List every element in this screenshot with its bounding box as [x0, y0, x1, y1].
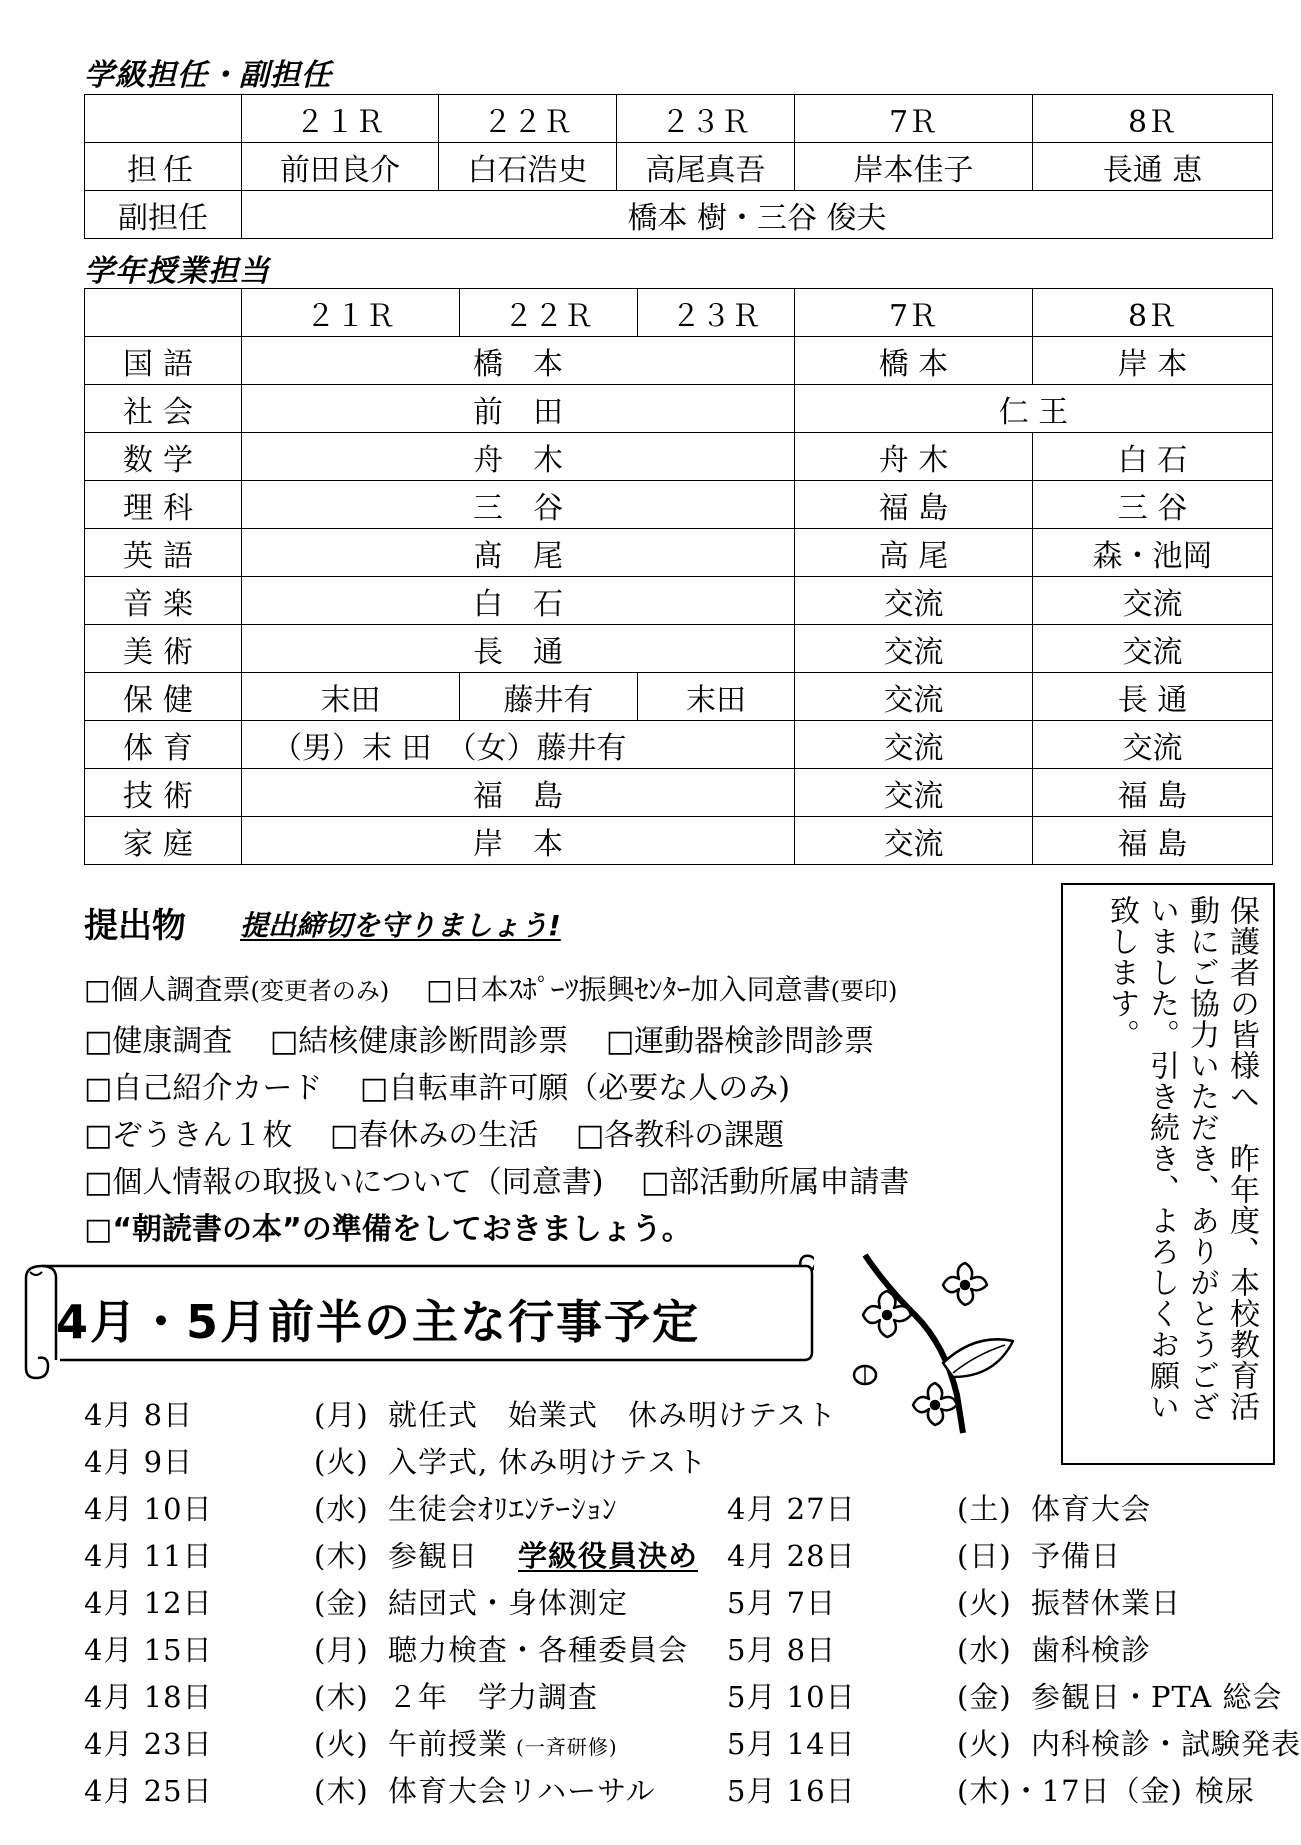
event-desc: 生徒会ｵﾘｴﾝﾃｰｼｮﾝ — [388, 1492, 618, 1526]
subject-name: 保健 — [85, 673, 242, 721]
event-day: (木) — [314, 1680, 369, 1714]
event-row — [84, 1581, 628, 1622]
subject-teacher: 舟 木 — [795, 433, 1033, 481]
checklist-line — [84, 968, 897, 1008]
event-row — [727, 1675, 1282, 1716]
event-day: (金) — [314, 1586, 369, 1620]
subject-teacher: 交流 — [1033, 577, 1273, 625]
subject-teacher: 福 島 — [242, 769, 795, 817]
subject-name: 技術 — [85, 769, 242, 817]
event-date: 5月 8日 — [727, 1633, 837, 1667]
class-header: ２１Ｒ — [242, 95, 439, 143]
event-day: (金) — [957, 1680, 1012, 1714]
event-day: (日) — [957, 1539, 1012, 1573]
teacher-name: 高尾真吾 — [617, 143, 795, 191]
event-desc: 参観日・PTA 総会 — [1031, 1680, 1283, 1714]
reading-note: □“朝読書の本”の準備をしておきましょう。 — [84, 1212, 692, 1247]
class-header: ２２Ｒ — [439, 95, 617, 143]
event-date: 5月 10日 — [727, 1680, 856, 1714]
subject-teacher: 白 石 — [1033, 433, 1273, 481]
event-row — [84, 1769, 656, 1810]
subject-teacher: 交流 — [795, 817, 1033, 865]
event-date: 4月 18日 — [84, 1680, 213, 1714]
subject-teacher: 福 島 — [1033, 817, 1273, 865]
subject-name: 体育 — [85, 721, 242, 769]
subject-teacher: 交流 — [795, 673, 1033, 721]
subject-teacher: 交流 — [1033, 721, 1273, 769]
subjects-table — [84, 288, 1273, 865]
event-date: 5月 7日 — [727, 1586, 837, 1620]
subject-teacher: 交流 — [795, 769, 1033, 817]
event-row — [84, 1534, 698, 1575]
checklist-item: □個人調査票 — [84, 973, 251, 1006]
subject-teacher: 岸 本 — [242, 817, 795, 865]
checklist-item: □ぞうきん１枚 — [84, 1118, 293, 1153]
subject-teacher: 交流 — [795, 577, 1033, 625]
event-row — [727, 1722, 1301, 1763]
class-header: 8Ｒ — [1033, 95, 1273, 143]
event-date: 4月 27日 — [727, 1492, 856, 1526]
subjects-heading: 学年授業担当 — [84, 254, 270, 289]
event-desc: 午前授業 — [388, 1727, 509, 1761]
event-day: (土) — [957, 1492, 1012, 1526]
event-day: (火) — [957, 1727, 1012, 1761]
subject-teacher: 橋 本 — [242, 337, 795, 385]
subject-teacher: 森・池岡 — [1033, 529, 1273, 577]
event-desc: 体育大会 — [1031, 1492, 1152, 1526]
event-row — [84, 1675, 598, 1716]
event-desc: 予備日 — [1031, 1539, 1122, 1573]
class-header: 7Ｒ — [795, 289, 1033, 337]
assistant-names: 橋本 樹・三谷 俊夫 — [242, 191, 1273, 239]
homeroom-table — [84, 94, 1273, 239]
parents-note-box — [1061, 883, 1275, 1465]
event-desc: 聴力検査・各種委員会 — [388, 1633, 689, 1667]
event-desc: 歯科検診 — [1031, 1633, 1152, 1667]
teacher-name: 前田良介 — [242, 143, 439, 191]
event-desc: 就任式 始業式 休み明けテスト — [388, 1398, 837, 1432]
event-row — [727, 1487, 1151, 1528]
subject-teacher: 交流 — [795, 721, 1033, 769]
subject-name: 国語 — [85, 337, 242, 385]
event-date: 4月 25日 — [84, 1774, 213, 1808]
checklist-line — [84, 1063, 790, 1107]
subject-teacher: 前 田 — [242, 385, 795, 433]
checklist-item: □自転車許可願（必要な人のみ) — [359, 1071, 790, 1106]
corner-cell — [85, 95, 242, 143]
subject-teacher: 高 尾 — [795, 529, 1033, 577]
subject-name: 理科 — [85, 481, 242, 529]
teacher-name: 長通 恵 — [1033, 143, 1273, 191]
event-desc: 結団式・身体測定 — [388, 1586, 629, 1620]
checklist-item: □部活動所属申請書 — [641, 1165, 910, 1200]
subject-name: 音楽 — [85, 577, 242, 625]
teacher-name: 白石浩史 — [439, 143, 617, 191]
event-row — [727, 1769, 1255, 1810]
checklist-item: □運動器検診問診票 — [605, 1024, 875, 1059]
event-extra: 学級役員決め — [518, 1539, 699, 1573]
event-row — [727, 1628, 1151, 1669]
subject-teacher: 舟 木 — [242, 433, 795, 481]
checklist-line — [84, 1110, 784, 1154]
checklist-item: □各教科の課題 — [575, 1118, 785, 1153]
subject-name: 家庭 — [85, 817, 242, 865]
event-date: 4月 12日 — [84, 1586, 213, 1620]
event-day: (火) — [314, 1727, 369, 1761]
subject-teacher: 岸 本 — [1033, 337, 1273, 385]
event-day: (火) — [314, 1445, 369, 1479]
subject-teacher: 末田 — [638, 673, 795, 721]
subject-name: 社会 — [85, 385, 242, 433]
subject-teacher: 橋 本 — [795, 337, 1033, 385]
submissions-subtitle: 提出締切を守りましょう! — [240, 909, 561, 942]
event-desc: 振替休業日 — [1031, 1586, 1182, 1620]
subject-teacher: 三 谷 — [242, 481, 795, 529]
event-desc: 参観日 — [388, 1539, 479, 1573]
subject-teacher: 仁 王 — [795, 385, 1273, 433]
event-day: (月) — [314, 1398, 369, 1432]
event-date: 5月 16日 — [727, 1774, 856, 1808]
event-row — [84, 1487, 618, 1528]
event-desc: 体育大会リハーサル — [388, 1774, 656, 1808]
subject-teacher: 末田 — [242, 673, 460, 721]
cherry-blossom-icon — [845, 1245, 1025, 1435]
assistant-label: 副担任 — [85, 191, 242, 239]
event-day: (月) — [314, 1633, 369, 1667]
subject-name: 数学 — [85, 433, 242, 481]
event-date: 4月 9日 — [84, 1445, 194, 1479]
event-extra: (一斉研修) — [516, 1735, 618, 1759]
event-desc: 内科検診・試験発表 — [1031, 1727, 1301, 1761]
submissions-title: 提出物 — [84, 906, 186, 946]
subject-teacher: 交流 — [795, 625, 1033, 673]
event-day: (木) — [314, 1774, 369, 1808]
checklist-item: □自己紹介カード — [84, 1071, 323, 1106]
checklist-item: □健康調査 — [84, 1024, 233, 1059]
event-date: 4月 23日 — [84, 1727, 213, 1761]
event-date: 4月 11日 — [84, 1539, 213, 1573]
events-title: 4月・5月前半の主な行事予定 — [56, 1295, 701, 1349]
checklist-item: □個人情報の取扱いについて（同意書) — [84, 1165, 604, 1200]
parents-note-text: 保護者の皆様へ 昨年度、本校教育活動にご協力いただき、ありがとうございました。引き続き、よろしくお願い致します。 — [1104, 895, 1259, 1422]
teacher-label: 担任 — [85, 143, 242, 191]
checklist-item: □日本ｽﾎﾟｰﾂ振興ｾﾝﾀｰ加入同意書 — [426, 973, 831, 1006]
checklist-item: □春休みの生活 — [329, 1118, 539, 1153]
subject-teacher: 藤井有 — [460, 673, 638, 721]
subject-teacher: 福 島 — [1033, 769, 1273, 817]
event-date: 4月 10日 — [84, 1492, 213, 1526]
event-date: 4月 15日 — [84, 1633, 213, 1667]
event-day: (木) — [314, 1539, 369, 1573]
event-desc: 入学式, 休み明けテスト — [388, 1445, 708, 1479]
class-header: ２２Ｒ — [460, 289, 638, 337]
subject-teacher: 三 谷 — [1033, 481, 1273, 529]
event-day: (火) — [957, 1586, 1012, 1620]
subject-teacher: 交流 — [1033, 625, 1273, 673]
event-day: (水) — [314, 1492, 369, 1526]
class-header: ２３Ｒ — [617, 95, 795, 143]
teacher-name: 岸本佳子 — [795, 143, 1033, 191]
subject-name: 英語 — [85, 529, 242, 577]
event-row — [727, 1581, 1181, 1622]
subject-teacher: （男）末 田 （女）藤井有 — [242, 721, 795, 769]
subject-teacher: 長 通 — [242, 625, 795, 673]
event-row — [84, 1722, 618, 1763]
subject-teacher: 福 島 — [795, 481, 1033, 529]
checklist-item: □結核健康診断問診票 — [269, 1024, 569, 1059]
event-date: 4月 28日 — [727, 1539, 856, 1573]
event-row — [727, 1534, 1121, 1575]
event-date: 4月 8日 — [84, 1398, 194, 1432]
event-row — [84, 1628, 688, 1669]
class-header: ２１Ｒ — [242, 289, 460, 337]
event-day: (水) — [957, 1633, 1012, 1667]
checklist-line — [84, 1016, 874, 1060]
class-header: ２３Ｒ — [638, 289, 795, 337]
event-day: (木)・17日（金) — [957, 1774, 1183, 1808]
subject-teacher: 長 通 — [1033, 673, 1273, 721]
checklist-note: (要印) — [830, 977, 898, 1005]
corner-cell — [85, 289, 242, 337]
class-header: 8Ｒ — [1033, 289, 1273, 337]
subject-name: 美術 — [85, 625, 242, 673]
event-row — [84, 1393, 837, 1434]
event-desc: 検尿 — [1194, 1774, 1255, 1808]
subject-teacher: 白 石 — [242, 577, 795, 625]
homeroom-heading: 学級担任・副担任 — [84, 58, 332, 93]
checklist-note: (変更者のみ) — [250, 977, 390, 1005]
checklist-line — [84, 1157, 909, 1201]
event-desc: ２年 学力調査 — [388, 1680, 599, 1714]
event-row — [84, 1440, 707, 1481]
class-header: 7Ｒ — [795, 95, 1033, 143]
subject-teacher: 髙 尾 — [242, 529, 795, 577]
event-date: 5月 14日 — [727, 1727, 856, 1761]
